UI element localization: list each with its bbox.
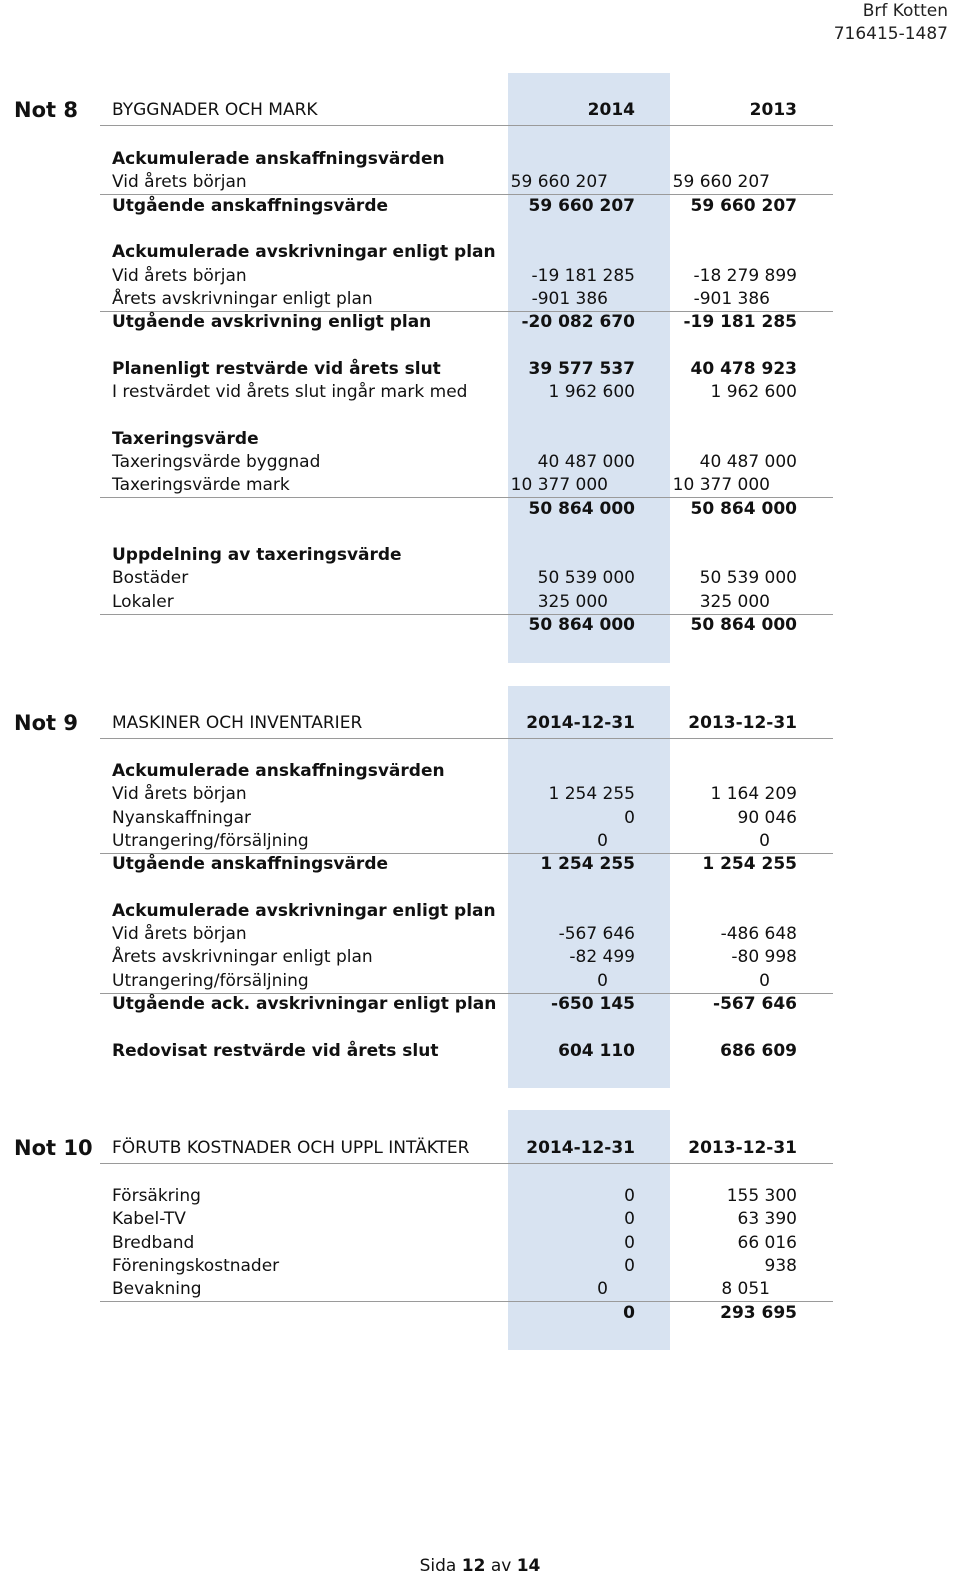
row-value-2: 50 864 000	[690, 498, 797, 519]
row-value-2: -901 386	[693, 288, 770, 309]
row-label: Kabel-TV	[112, 1209, 186, 1230]
table-row	[0, 923, 960, 946]
row-label: Utrangering/försäljning	[112, 830, 309, 851]
row-value-2: 0	[759, 830, 770, 851]
row-label: Nyanskaffningar	[112, 807, 251, 828]
row-label: Utgående anskaffningsvärde	[112, 854, 389, 875]
row-value-1: 10 377 000	[510, 475, 608, 496]
row-value-2: -19 181 285	[683, 312, 797, 333]
row-label: Utrangering/försäljning	[112, 970, 309, 991]
row-label: Ackumulerade avskrivningar enligt plan	[112, 242, 496, 263]
row-label: Ackumulerade anskaffningsvärden	[112, 149, 445, 169]
footer-page: 12	[461, 1556, 486, 1576]
row-label: Redovisat restvärde vid årets slut	[112, 1040, 439, 1061]
note-number: Not 8	[14, 98, 78, 122]
table-row	[0, 428, 960, 451]
row-label: Taxeringsvärde byggnad	[112, 451, 321, 472]
row-value-2: 0	[759, 970, 770, 991]
row-value-2: -80 998	[731, 947, 797, 968]
row-value-1: 325 000	[537, 591, 608, 612]
row-label: Årets avskrivningar enligt plan	[112, 288, 373, 309]
row-label: Planenligt restvärde vid årets slut	[112, 358, 441, 379]
row-value-1: 50 864 000	[528, 498, 635, 519]
row-value-1: -82 499	[569, 947, 635, 968]
table-row	[0, 1208, 960, 1231]
footer-prefix: Sida	[419, 1556, 457, 1576]
note-number: Not 10	[14, 1136, 93, 1160]
row-value-1: -20 082 670	[521, 312, 635, 333]
row-value-1: -567 646	[558, 924, 635, 945]
column-year-1: 2014-12-31	[526, 713, 635, 733]
row-value-2: 40 487 000	[699, 451, 797, 472]
table-row	[100, 830, 833, 854]
table-row	[0, 853, 960, 876]
row-value-2: 686 609	[720, 1040, 797, 1061]
note-header	[0, 708, 960, 738]
table-row	[0, 148, 960, 171]
row-label: Bevakning	[112, 1279, 202, 1300]
row-label: Försäkring	[112, 1186, 201, 1206]
org-number: 716415-1487	[833, 24, 948, 44]
table-row	[0, 1255, 960, 1278]
note-title: BYGGNADER OCH MARK	[112, 100, 318, 120]
row-label: Föreningskostnader	[112, 1255, 280, 1276]
table-row	[100, 970, 833, 994]
table-row	[0, 807, 960, 830]
table-row	[0, 381, 960, 404]
table-row	[0, 334, 960, 357]
table-row	[0, 311, 960, 334]
row-value-1: -19 181 285	[531, 265, 635, 286]
row-value-1: 1 962 600	[548, 382, 635, 402]
row-value-2: 10 377 000	[672, 475, 770, 496]
row-value-1: 50 539 000	[537, 568, 635, 589]
row-value-2: 293 695	[720, 1302, 797, 1323]
table-row	[0, 498, 960, 521]
table-row	[0, 265, 960, 288]
note-number: Not 9	[14, 711, 78, 735]
org-name: Brf Kotten	[862, 1, 948, 21]
footer-total: 14	[516, 1556, 541, 1576]
row-value-1: 0	[623, 1302, 635, 1323]
page-footer	[0, 1555, 960, 1578]
row-value-2: 1 962 600	[710, 382, 797, 402]
row-value-1: 1 254 255	[548, 784, 635, 805]
row-value-1: 40 487 000	[537, 451, 635, 472]
row-value-2: 90 046	[737, 807, 797, 828]
row-value-2: 63 390	[737, 1209, 797, 1230]
row-value-2: 66 016	[737, 1232, 797, 1253]
row-value-2: 155 300	[726, 1186, 797, 1206]
table-row	[0, 1185, 960, 1208]
row-label: Ackumulerade avskrivningar enligt plan	[112, 900, 496, 921]
row-value-2: 59 660 207	[690, 195, 797, 216]
row-value-2: 1 164 209	[710, 784, 797, 805]
document-header	[834, 0, 948, 46]
row-label: Taxeringsvärde	[112, 428, 259, 449]
column-year-2: 2013-12-31	[688, 713, 797, 733]
row-label: Lokaler	[112, 591, 174, 612]
footer-mid: av	[490, 1556, 512, 1576]
row-value-2: -18 279 899	[693, 265, 797, 286]
table-row	[0, 451, 960, 474]
row-label: Uppdelning av taxeringsvärde	[112, 545, 402, 566]
table-row	[0, 567, 960, 590]
row-label: Vid årets början	[112, 784, 247, 805]
table-row	[100, 1278, 833, 1302]
row-label: Årets avskrivningar enligt plan	[112, 947, 373, 968]
table-row	[0, 521, 960, 544]
row-value-2: 1 254 255	[702, 854, 797, 875]
note-header	[0, 95, 960, 125]
table-row	[0, 218, 960, 241]
row-value-1: 0	[597, 1279, 608, 1300]
row-value-2: 59 660 207	[672, 172, 770, 193]
row-value-1: 0	[624, 1186, 635, 1206]
row-label: Bredband	[112, 1232, 195, 1253]
table-row	[0, 760, 960, 783]
table-row	[100, 474, 833, 498]
table-row	[0, 614, 960, 637]
row-value-2: 325 000	[699, 591, 770, 612]
table-row	[0, 1040, 960, 1063]
row-value-1: -650 145	[551, 994, 635, 1014]
table-row	[0, 1302, 960, 1325]
table-row	[0, 195, 960, 218]
row-value-1: 1 254 255	[540, 854, 635, 875]
table-row	[0, 404, 960, 427]
table-row	[0, 544, 960, 567]
header-rule	[100, 738, 833, 739]
row-label: Utgående avskrivning enligt plan	[112, 312, 432, 333]
row-value-1: 59 660 207	[528, 195, 635, 216]
row-value-2: 40 478 923	[690, 358, 797, 379]
row-value-1: 0	[624, 1232, 635, 1253]
row-value-1: 50 864 000	[528, 615, 635, 635]
row-label: Utgående ack. avskrivningar enligt plan	[112, 994, 497, 1014]
row-label: Ackumulerade anskaffningsvärden	[112, 761, 445, 781]
row-label: Vid årets början	[112, 924, 247, 945]
note-title: MASKINER OCH INVENTARIER	[112, 713, 363, 733]
header-rule	[100, 1163, 833, 1164]
row-value-1: 0	[624, 1255, 635, 1276]
row-value-2: -486 648	[720, 924, 797, 945]
note-header	[0, 1133, 960, 1163]
row-value-2: -567 646	[713, 994, 797, 1014]
table-row	[0, 900, 960, 923]
header-rule	[100, 125, 833, 126]
table-row	[0, 993, 960, 1016]
row-label: Bostäder	[112, 568, 189, 589]
row-value-1: 0	[597, 830, 608, 851]
row-label: Taxeringsvärde mark	[112, 475, 290, 496]
row-value-2: 50 539 000	[699, 568, 797, 589]
row-label: Utgående anskaffningsvärde	[112, 195, 389, 216]
table-row	[100, 171, 833, 195]
table-row	[100, 288, 833, 312]
row-value-1: 0	[624, 807, 635, 828]
row-label: Vid årets början	[112, 265, 247, 286]
column-year-2: 2013-12-31	[688, 1138, 797, 1158]
row-value-1: 39 577 537	[528, 358, 635, 379]
column-year-2: 2013	[749, 100, 797, 120]
row-value-1: 59 660 207	[510, 172, 608, 193]
table-row	[0, 783, 960, 806]
table-row	[0, 1016, 960, 1039]
row-value-2: 938	[764, 1255, 797, 1276]
table-row	[100, 591, 833, 615]
row-label: Vid årets början	[112, 172, 247, 193]
table-row	[0, 1232, 960, 1255]
table-row	[0, 358, 960, 381]
row-value-2: 50 864 000	[690, 615, 797, 635]
row-label: I restvärdet vid årets slut ingår mark med	[112, 382, 468, 402]
row-value-1: 0	[597, 970, 608, 991]
row-value-2: 8 051	[721, 1279, 770, 1300]
row-value-1: 604 110	[558, 1040, 635, 1061]
row-value-1: 0	[624, 1209, 635, 1230]
table-row	[0, 241, 960, 264]
table-row	[0, 877, 960, 900]
row-value-1: -901 386	[531, 288, 608, 309]
note-title: FÖRUTB KOSTNADER OCH UPPL INTÄKTER	[112, 1138, 470, 1158]
column-year-1: 2014	[587, 100, 635, 120]
column-year-1: 2014-12-31	[526, 1138, 635, 1158]
table-row	[0, 946, 960, 969]
